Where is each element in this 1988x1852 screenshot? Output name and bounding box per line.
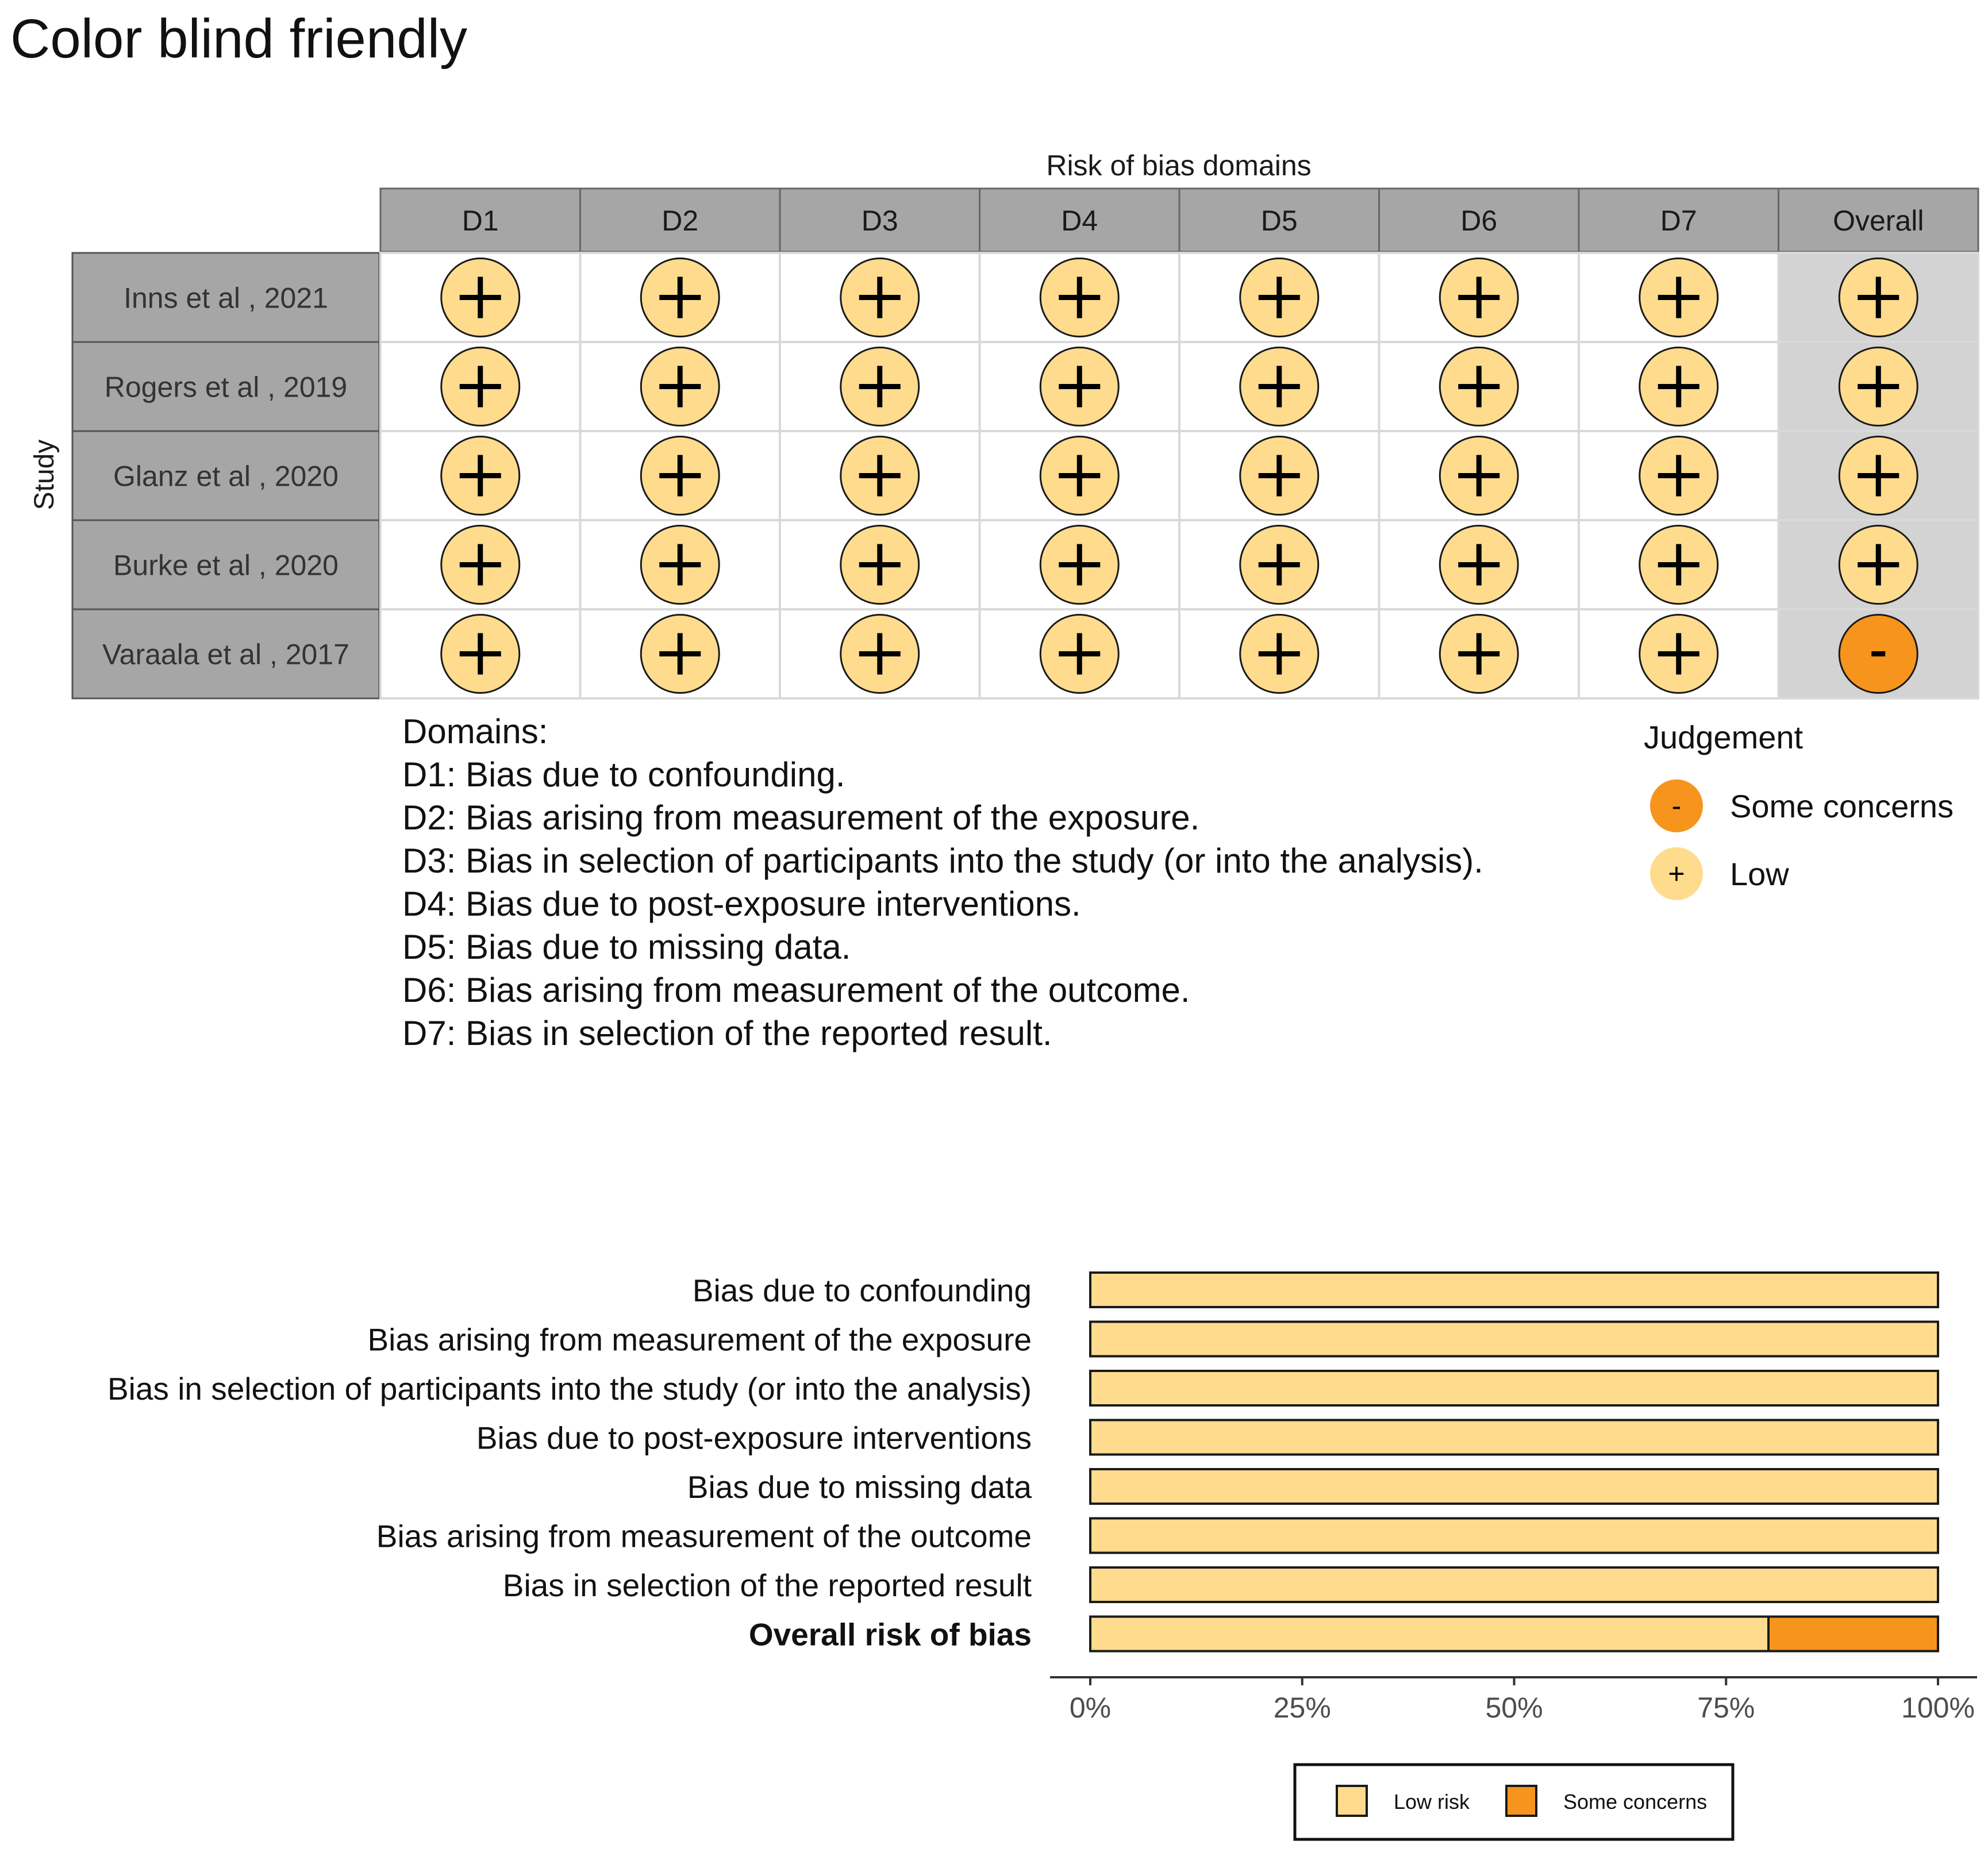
judgement-legend	[1644, 719, 1954, 900]
study-label: Glanz et al , 2020	[113, 460, 339, 493]
legend-label-low-risk: Low risk	[1394, 1790, 1470, 1813]
category-label: Bias in selection of participants into the study (or into the analysis)	[107, 1371, 1032, 1407]
domain-description: D6: Bias arising from measurement of the outcome.	[402, 971, 1190, 1009]
study-label: Varaala et al , 2017	[102, 638, 349, 671]
column-header-label-d7: D7	[1660, 205, 1697, 237]
x-tick-label: 100%	[1901, 1692, 1975, 1724]
category-label: Bias in selection of the reported result	[502, 1567, 1032, 1603]
study-label: Inns et al , 2021	[124, 282, 328, 314]
legend-swatch-some-concerns	[1506, 1786, 1536, 1816]
bar-low-risk	[1090, 1567, 1938, 1602]
study-label: Rogers et al , 2019	[104, 371, 348, 404]
column-header-label-overall: Overall	[1833, 205, 1924, 237]
column-header-label-d6: D6	[1460, 205, 1498, 237]
legend-label-some-concerns: Some concerns	[1730, 788, 1954, 824]
summary-bar-plot	[107, 1273, 1977, 1839]
category-label: Overall risk of bias	[748, 1616, 1032, 1653]
column-header-label-d3: D3	[861, 205, 898, 237]
x-tick-label: 25%	[1273, 1692, 1331, 1724]
traffic-light-plot	[29, 149, 1978, 698]
x-tick-label: 75%	[1697, 1692, 1755, 1724]
column-header-label-d2: D2	[662, 205, 699, 237]
judgement-legend-title: Judgement	[1644, 719, 1804, 755]
study-label: Burke et al , 2020	[113, 549, 339, 582]
bar-low-risk	[1090, 1617, 1768, 1651]
domain-description: D3: Bias in selection of participants into the study (or into the analysis).	[402, 842, 1483, 880]
domain-description: D2: Bias arising from measurement of the exposure.	[402, 798, 1200, 837]
domain-description: D5: Bias due to missing data.	[402, 928, 851, 966]
bar-low-risk	[1090, 1273, 1938, 1307]
x-tick-label: 50%	[1485, 1692, 1543, 1724]
legend-swatch-low-risk	[1337, 1786, 1367, 1816]
bar-low-risk	[1090, 1371, 1938, 1405]
category-label: Bias arising from measurement of the exposure	[367, 1321, 1032, 1358]
category-label: Bias due to missing data	[687, 1469, 1032, 1505]
column-header-label-d4: D4	[1061, 205, 1098, 237]
domain-description: D1: Bias due to confounding.	[402, 755, 845, 794]
plus-icon: +	[1668, 858, 1685, 890]
x-tick-label: 0%	[1069, 1692, 1112, 1724]
category-label: Bias due to confounding	[692, 1273, 1032, 1308]
column-header-label-d5: D5	[1260, 205, 1298, 237]
legend-label-some-concerns: Some concerns	[1563, 1790, 1708, 1813]
category-label: Bias arising from measurement of the outcome	[376, 1518, 1032, 1554]
domain-description: D4: Bias due to post-exposure interventions.	[402, 885, 1081, 923]
bar-low-risk	[1090, 1420, 1938, 1455]
page-title: Color blind friendly	[10, 8, 468, 70]
bar-some-concerns	[1768, 1617, 1938, 1651]
risk-of-bias-domains-title: Risk of bias domains	[1046, 149, 1312, 182]
domain-description: D7: Bias in selection of the reported result.	[402, 1014, 1052, 1052]
bar-low-risk	[1090, 1469, 1938, 1504]
legend-label-low: Low	[1730, 856, 1789, 892]
study-axis-label: Study	[29, 439, 60, 510]
bar-low-risk	[1090, 1519, 1938, 1553]
domains-heading: Domains:	[402, 712, 548, 751]
category-label: Bias due to post-exposure interventions	[476, 1420, 1032, 1456]
column-header-label-d1: D1	[462, 205, 499, 237]
bar-low-risk	[1090, 1322, 1938, 1357]
minus-icon: -	[1671, 790, 1682, 822]
domains-legend	[402, 712, 1483, 1052]
